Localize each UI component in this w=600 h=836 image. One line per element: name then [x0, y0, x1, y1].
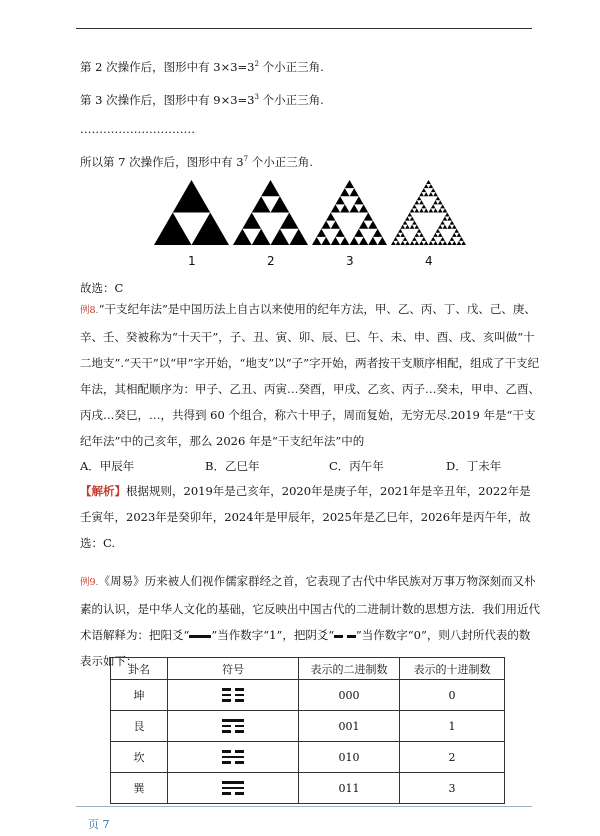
cell-binary: 010: [299, 742, 400, 773]
text-op2: 第 2 次操作后，图形中有 $3\times 3=3^2$ 个小正三角.: [80, 60, 324, 74]
cell-decimal: 0: [400, 680, 505, 711]
header-binary: 表示的二进制数: [299, 658, 400, 680]
figure-label-1: 1: [188, 254, 196, 268]
cell-name: 坤: [111, 680, 168, 711]
table-row: [111, 711, 505, 742]
header-symbol: 符号: [168, 658, 299, 680]
cell-decimal: 2: [400, 742, 505, 773]
figure-label-3: 3: [346, 254, 354, 268]
cell-binary: 001: [299, 711, 400, 742]
cell-name: 巽: [111, 773, 168, 804]
footer-rule: [76, 806, 532, 807]
answer-text: 故选：C: [80, 281, 124, 295]
header-decimal: 表示的十进制数: [400, 658, 505, 680]
yang-yao-icon: [189, 635, 211, 638]
example8-body: 例8.“干支纪年法”是中国历法上自古以来使用的纪年方法，甲、乙、丙、丁、戊、己、庚、辛、壬、癸被称为“十天干”，子、丑、寅、卯、辰、巳、午、未、申、酉、戌、亥叫做“十二地支”.“天干”以“甲”字开始，“地支”以“子”字开始，两者按干支顺序相配，组成了干支纪年法，其相配顺序为：甲子、乙丑、丙寅…癸酉，甲戌、乙亥、丙子…癸未，甲申、乙酉、丙戌…癸巳，…，共得到 60 个组合，称六十甲子，周而复始，无穷无尽.2019 年是“干支纪年法”中的己亥年，那么 2026 年是“干支纪年法”中的: [80, 302, 540, 448]
text-ellipsis: …………………………: [80, 122, 195, 136]
sierpinski-figure-1: [154, 180, 230, 246]
cell-binary: 000: [299, 680, 400, 711]
example8-analysis: 【解析】根据规则，2019年是己亥年，2020年是庚子年，2021年是辛丑年，2022年是壬寅年，2023年是癸卯年，2024年是甲辰年，2025年是乙巳年，2026年是丙午年，故选：C.: [80, 484, 531, 550]
option-d: D．丁未年: [446, 459, 502, 473]
example8-label: 例8.: [80, 305, 99, 316]
trigram-icon: [168, 680, 299, 711]
analysis-label: 【解析】: [80, 484, 126, 498]
trigram-icon: [168, 773, 299, 804]
table-row: [111, 742, 505, 773]
cell-decimal: 1: [400, 711, 505, 742]
trigram-icon: [168, 711, 299, 742]
page-number: 页 7: [88, 818, 110, 831]
bagua-table: [110, 657, 505, 804]
header-rule: [76, 28, 532, 29]
table-header-row: [111, 658, 505, 680]
text-op3: 第 3 次操作后，图形中有 $9\times 3=3^3$ 个小正三角.: [80, 93, 324, 107]
cell-name: 艮: [111, 711, 168, 742]
sierpinski-level-4: [391, 180, 466, 245]
sierpinski-level-3: [312, 180, 387, 245]
sierpinski-level-2: [233, 180, 308, 245]
option-c: C．丙午年: [329, 459, 384, 473]
figure-label-4: 4: [425, 254, 433, 268]
cell-name: 坎: [111, 742, 168, 773]
yin-yao-icon: [334, 635, 343, 638]
trigram-icon: [168, 742, 299, 773]
example9-body: 例9.《周易》历来被人们视作儒家群经之首，它表现了古代中华民族对万事万物深刻而又朴素的认识，是中华人文化的基础，它反映出中国古代的二进制计数的思想方法．我们用近代术语解释为：把阳爻“ ”当作数字“1”，把阴爻“ ”当作数字“0”，则八封所代表的数表示如下：: [80, 574, 540, 668]
sierpinski-figure-4: [391, 180, 467, 246]
cell-decimal: 3: [400, 773, 505, 804]
option-b: B．乙巳年: [205, 459, 260, 473]
option-a: A．甲辰年: [80, 459, 135, 473]
sierpinski-figure-3: [312, 180, 388, 246]
cell-binary: 011: [299, 773, 400, 804]
figure-label-2: 2: [267, 254, 275, 268]
sierpinski-level-1: [154, 180, 229, 245]
table-row: [111, 773, 505, 804]
sierpinski-figure-2: [233, 180, 309, 246]
example9-label: 例9.: [80, 577, 99, 588]
header-name: 卦名: [111, 658, 168, 680]
text-op7: 所以第 7 次操作后，图形中有 $3^7$ 个小正三角.: [80, 155, 313, 169]
table-row: [111, 680, 505, 711]
